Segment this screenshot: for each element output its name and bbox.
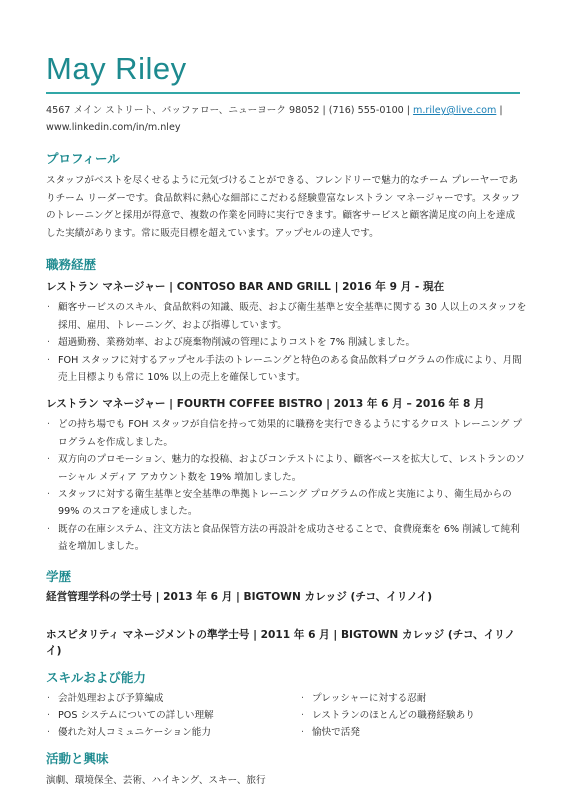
job-bullet: · FOH スタッフに対するアップセル手法のトレーニングと特色のある食品飲料プログラムの作成により、月間売上目標よりも常に 10% 以上の売上を確保しています。 [46,352,528,387]
applicant-name: May Riley [46,51,187,86]
job-bullets [46,299,527,386]
job-bullet: · スタッフに対する衛生基準と安全基準の準拠トレーニング プログラムの作成と実施により、衛生局からの 99% のスコアを達成しました。 [46,486,528,521]
job-bullet: · 既存の在庫システム、注文方法と食品保管方法の再設計を成功させることで、食費廃棄を 6% 削減して純利益を増加しました。 [46,521,528,556]
job-bullet: · 超過勤務、業務効率、および廃棄物削減の管理によりコストを 7% 削減しました。 [46,334,528,351]
skills-heading: スキルおよび能力 [46,669,146,685]
activities-section [46,750,520,790]
job-title: レストラン マネージャー | FOURTH COFFEE BISTRO | 2013 年 6 月 – 2016 年 8 月 [46,398,485,411]
contact-info [46,102,520,136]
education-item: ホスピタリティ マネージメントの準学士号 | 2011 年 6 月 | BIGTOWN カレッジ (チコ、イリノイ) [46,628,516,657]
job-entry [46,279,527,386]
skills-column [46,690,300,742]
profile-section [46,150,520,242]
activities-text: 演劇、環境保全、芸術、ハイキング、スキー、旅行 [46,774,266,786]
profile-text: スタッフがベストを尽くせるように元気づけることができる、フレンドリーで魅力的なチーム プレーヤーでありチーム リーダーです。食品飲料に熱心な細部にこだわる経験豊富なレストラン マネージャーです。スタッフのトレーニングと採用が得意で、複数の作業を同時に実行できます。顧客サービスと顧客満足度の向上を達成した実績があります。常に販売目標を超えています。アップセルの達人です。 [46,175,520,239]
job-title: レストラン マネージャー | CONTOSO BAR AND GRILL | 2016 年 9 月 - 現在 [46,281,445,294]
job-bullet: · 顧客サービスのスキル、食品飲料の知識、販売、および衛生基準と安全基準に関する 30 人以上のスタッフを採用、雇用、トレーニング、および指導しています。 [46,299,528,334]
linkedin-url[interactable]: www.linkedin.com/in/m.nley [46,122,181,133]
phone: (716) 555-0100 [328,105,404,116]
skill-item: · 会計処理および予算編成 [46,690,300,707]
job-bullet: · 双方向のプロモーション、魅力的な投稿、およびコンテストにより、顧客ベースを拡大して、レストランのソーシャル メディア アカウント数を 19% 増加しました。 [46,451,528,486]
education-item: 経営管理学科の学士号 | 2013 年 6 月 | BIGTOWN カレッジ (チコ、イリノイ) [46,590,433,603]
email-link[interactable]: m.riley@live.com [413,105,497,116]
skill-item: · POS システムについての詳しい理解 [46,707,300,724]
job-entry [46,396,526,555]
education-section [46,568,520,659]
profile-heading: プロフィール [46,151,120,166]
skills-list [46,690,520,742]
skills-section [46,669,520,742]
skill-item: · 愉快で活発 [300,724,475,741]
job-bullet: · どの持ち場でも FOH スタッフが自信を持って効果的に職務を実行できるようにするクロス トレーニング プログラムを作成しました。 [46,416,528,451]
education-heading: 学歴 [46,568,72,584]
address: 4567 メイン ストリート、バッファロー、ニューヨーク 98052 [46,105,320,116]
header-rule [46,92,520,94]
skill-item: · プレッシャーに対する忍耐 [300,690,475,707]
experience-heading: 職務経歴 [46,257,97,273]
separator: | [499,105,503,116]
skill-item: · 優れた対人コミュニケーション能力 [46,724,300,741]
skill-item: · レストランのほとんどの職務経験あり [300,707,475,724]
activities-heading: 活動と興味 [46,750,109,766]
separator: | [322,105,326,116]
job-bullets [46,416,526,555]
skills-column [300,690,475,742]
experience-section [46,256,527,555]
separator: | [406,105,411,116]
